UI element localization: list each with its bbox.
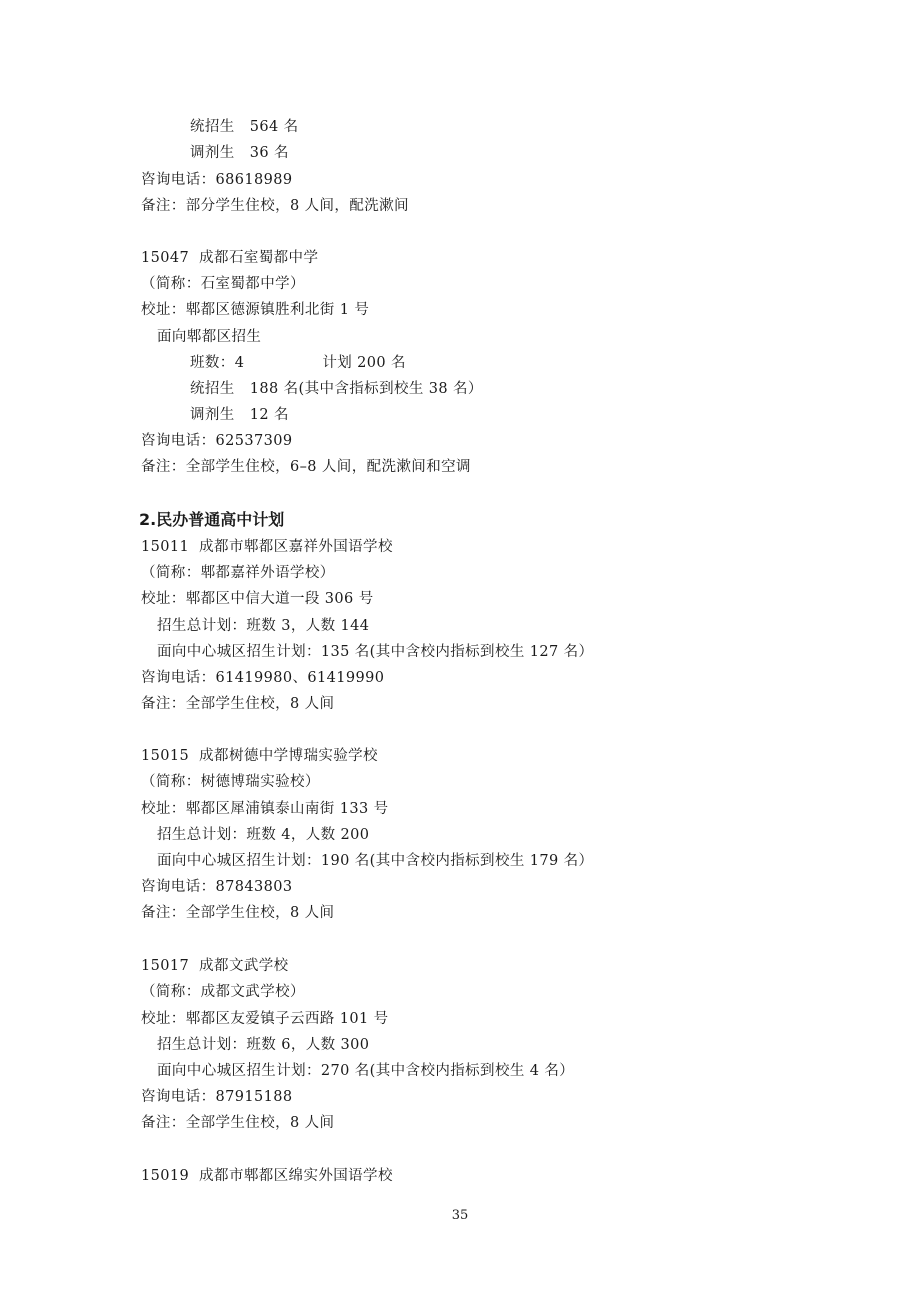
top-tongzhao: 统招生 564 名: [190, 119, 299, 135]
school-scope: 面向郫都区招生: [157, 329, 262, 345]
school-title: 15011 成都市郫都区嘉祥外国语学校: [141, 539, 393, 555]
school-center-plan: 面向中心城区招生计划：190 名(其中含校内指标到校生 179 名）: [157, 853, 594, 869]
school-short-name: （简称：树德博瑞实验校）: [141, 774, 320, 790]
school-center-plan: 面向中心城区招生计划：135 名(其中含校内指标到校生 127 名）: [157, 644, 594, 660]
school-address: 校址：郫都区友爱镇子云西路 101 号: [141, 1011, 389, 1027]
school-title: 15019 成都市郫都区绵实外国语学校: [141, 1168, 393, 1184]
top-phone: 咨询电话：68618989: [141, 172, 293, 188]
school-note: 备注：全部学生住校，8 人间: [141, 696, 335, 712]
school-note: 备注：全部学生住校，8 人间: [141, 905, 335, 921]
top-tiaoji: 调剂生 36 名: [190, 145, 289, 161]
school-address: 校址：郫都区犀浦镇泰山南街 133 号: [141, 801, 389, 817]
school-tiaoji: 调剂生 12 名: [190, 407, 289, 423]
school-tongzhao: 统招生 188 名(其中含指标到校生 38 名）: [190, 381, 483, 397]
school-address: 校址：郫都区中信大道一段 306 号: [141, 591, 374, 607]
top-note: 备注：部分学生住校，8 人间，配洗漱间: [141, 198, 409, 214]
school-plan: 计划 200 名: [322, 355, 406, 371]
school-total-plan: 招生总计划：班数 4，人数 200: [157, 827, 370, 843]
school-short-name: （简称：郫都嘉祥外语学校）: [141, 565, 335, 581]
school-center-plan: 面向中心城区招生计划：270 名(其中含校内指标到校生 4 名）: [157, 1063, 575, 1079]
school-phone: 咨询电话：62537309: [141, 433, 293, 449]
school-title: 15015 成都树德中学博瑞实验学校: [141, 748, 378, 764]
school-note: 备注：全部学生住校，8 人间: [141, 1115, 335, 1131]
school-classes-plan: [190, 354, 406, 372]
school-note: 备注：全部学生住校，6–8 人间，配洗漱间和空调: [141, 459, 471, 475]
school-address: 校址：郫都区德源镇胜利北街 1 号: [141, 302, 370, 318]
school-phone: 咨询电话：87843803: [141, 879, 293, 895]
section-heading: 2.民办普通高中计划: [139, 510, 285, 529]
school-classes: 班数：4: [190, 355, 245, 371]
school-short-name: （简称：石室蜀都中学）: [141, 276, 305, 292]
school-title: 15017 成都文武学校: [141, 958, 289, 974]
page-number: 35: [451, 1208, 469, 1223]
school-title: 15047 成都石室蜀都中学: [141, 250, 319, 266]
school-total-plan: 招生总计划：班数 3，人数 144: [157, 618, 370, 634]
school-phone: 咨询电话：61419980、61419990: [141, 670, 385, 686]
school-total-plan: 招生总计划：班数 6，人数 300: [157, 1037, 370, 1053]
school-phone: 咨询电话：87915188: [141, 1089, 293, 1105]
school-short-name: （简称：成都文武学校）: [141, 984, 305, 1000]
